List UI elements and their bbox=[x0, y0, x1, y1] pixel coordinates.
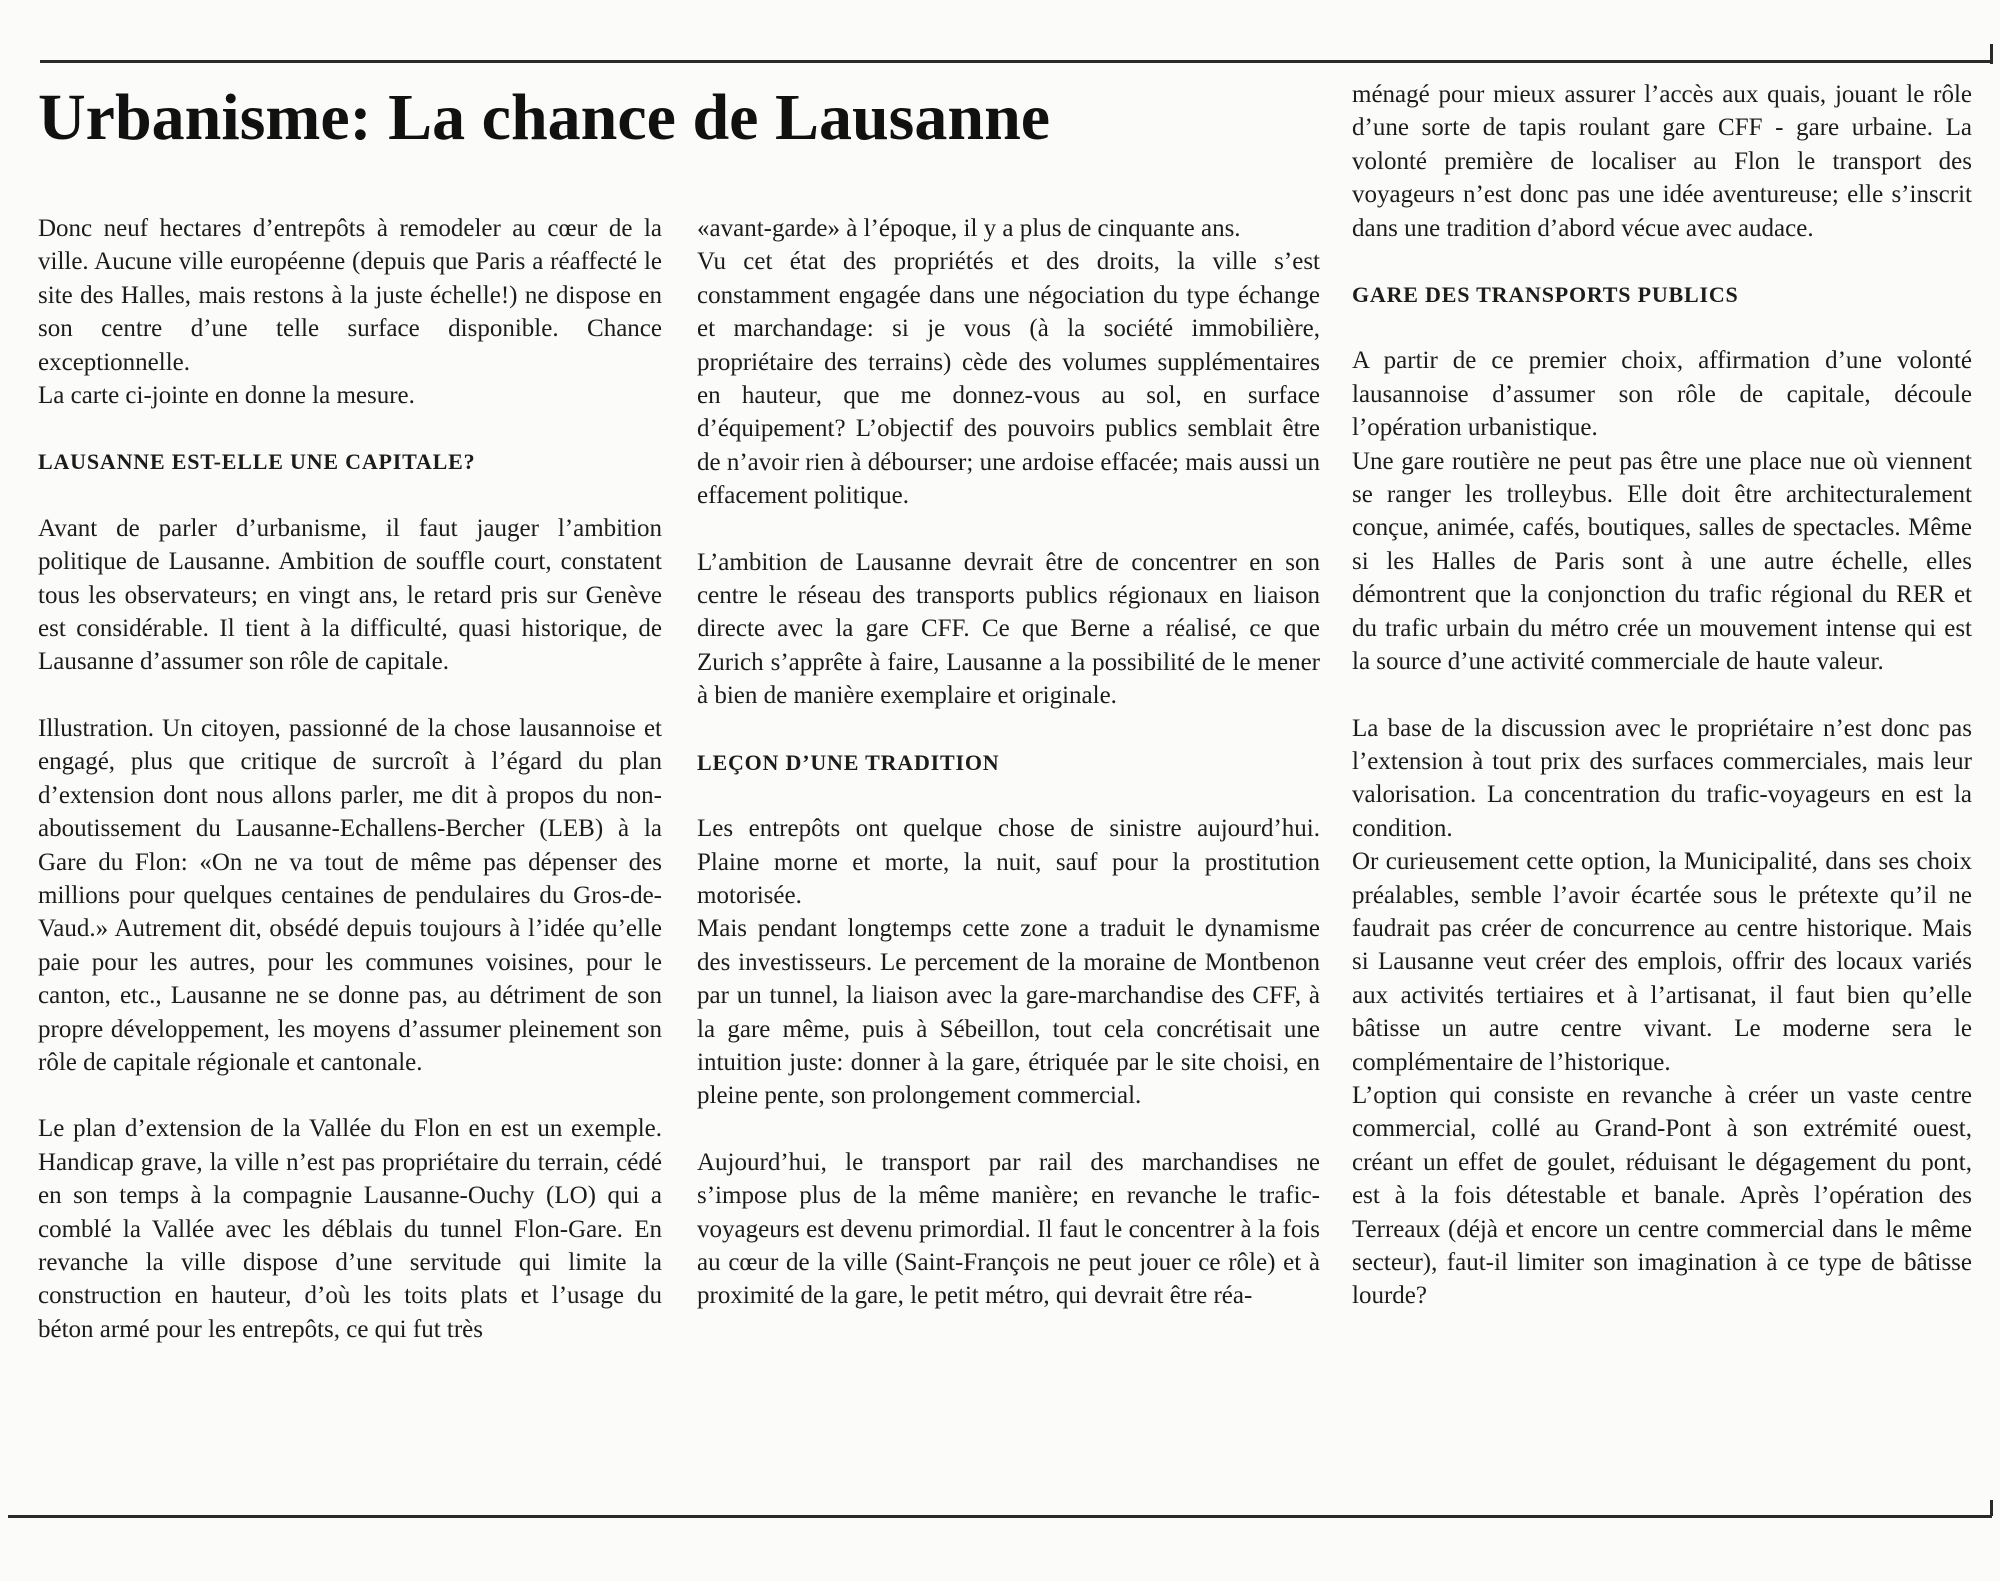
column-1 bbox=[38, 212, 662, 1346]
section-heading: LEÇON D’UNE TRADITION bbox=[697, 749, 1000, 775]
column-2 bbox=[697, 212, 1320, 1313]
paragraph: Le plan d’extension de la Vallée du Flon en est un exemple. Handicap grave, la ville n’est pas propriétaire du terrain, cédé en son temps à la compagnie Lausanne-Ouchy (LO) qui a comblé la Vallée avec les déblais du tunnel Flon-Gare. En revanche la ville dispose d’une servitude qui limite la construction en hauteur, d’où les toits plats et l’usage du béton armé pour les entrepôts, ce qui fut très bbox=[38, 1115, 662, 1343]
paragraph: A partir de ce premier choix, affirmation d’une volonté lausannoise d’assumer son rôle de capitale, découle l’opération urbanistique. bbox=[1352, 347, 1972, 442]
paragraph: Avant de parler d’urbanisme, il faut jauger l’ambition politique de Lausanne. Ambition de souffle court, constatent tous les observateurs; en vingt ans, le retard pris sur Genève est considérable. Il tient à la difficulté, quasi historique, de Lausanne d’assumer son rôle de capitale. bbox=[38, 514, 662, 676]
paragraph: Aujourd’hui, le transport par rail des marchandises ne s’impose plus de la même manière; en revanche le trafic-voyageurs est devenu primordial. Il faut le concentrer à la fois au cœur de la ville (Saint-François ne peut jouer ce rôle) et à proximité de la gare, le petit métro, qui devrait être réa- bbox=[697, 1148, 1320, 1310]
paragraph: Donc neuf hectares d’entrepôts à remodeler au cœur de la ville. Aucune ville européenne (depuis que Paris a réaffecté le site des Halles, mais restons à la juste échelle!) ne dispose en son centre d’une telle surface disponible. Chance exceptionnelle. bbox=[38, 215, 662, 376]
paragraph: La carte ci-jointe en donne la mesure. bbox=[38, 382, 415, 410]
section-heading: LAUSANNE EST-ELLE UNE CAPITALE? bbox=[38, 449, 476, 475]
paragraph: «avant-garde» à l’époque, il y a plus de cinquante ans. bbox=[697, 215, 1241, 242]
section-heading: GARE DES TRANSPORTS PUBLICS bbox=[1352, 282, 1739, 308]
paragraph: Mais pendant longtemps cette zone a traduit le dynamisme des investisseurs. Le percement de la moraine de Montbenon par un tunnel, la liaison avec la gare-marchandise des CFF, à la gare même, puis à Sébeillon, tout cela concrétisait une intuition juste: donner à la gare, étriquée par le site choisi, en pleine pente, son prolongement commercial. bbox=[697, 915, 1320, 1110]
paragraph: L’ambition de Lausanne devrait être de concentrer en son centre le réseau des transports publics régionaux en liaison directe avec la gare CFF. Ce que Berne a réalisé, ce que Zurich s’apprête à faire, Lausanne a la possibilité de le mener à bien de manière exemplaire et originale. bbox=[697, 548, 1320, 710]
article-title: Urbanisme: La chance de Lausanne bbox=[38, 81, 1051, 154]
paragraph: Les entrepôts ont quelque chose de sinistre aujourd’hui. Plaine morne et morte, la nuit, sauf pour la prostitution motorisée. bbox=[697, 815, 1320, 909]
paragraph: Vu cet état des propriétés et des droits, la ville s’est constamment engagée dans une négociation du type échange et marchandage: si je vous (à la société immobilière, propriétaire des terrains) cède des volumes supplémentaires en hauteur, que me donnez-vous au sol, en surface d’équipement? L’objectif des pouvoirs publics semblait être de n’avoir rien à débourser; une ardoise effacée; mais aussi un effacement politique. bbox=[697, 248, 1320, 510]
bottom-rule bbox=[8, 1515, 1992, 1518]
paragraph: L’option qui consiste en revanche à créer un vaste centre commercial, collé au Grand-Pont à son extrémité ouest, créant un effet de goulet, réduisant le dégagement du pont, est à la fois détestable et banale. Après l’opération des Terreaux (déjà et encore un centre commercial dans le même secteur), faut-il limiter son imagination à ce type de bâtisse lourde? bbox=[1352, 1081, 1972, 1310]
paragraph: Illustration. Un citoyen, passionné de la chose lausannoise et engagé, plus que critique de surcroît à l’égard du plan d’extension dont nous allons parler, me dit à propos du non-aboutissement du Lausanne-Echallens-Bercher (LEB) à la Gare du Flon: «On ne va tout de même pas dépenser des millions pour quelques centaines de pendulaires du Gros-de-Vaud.» Autrement dit, obsédé depuis toujours à l’idée qu’elle paie pour les autres, pour les communes voisines, pour le canton, etc., Lausanne ne se donne pas, au détriment de son propre développement, les moyens d’assumer pleinement son rôle de capitale régionale et cantonale. bbox=[38, 714, 662, 1076]
paragraph: La base de la discussion avec le propriétaire n’est donc pas l’extension à tout prix des surfaces commerciales, mais leur valorisation. La concentration du trafic-voyageurs en est la condition. bbox=[1352, 714, 1972, 842]
paragraph: ménagé pour mieux assurer l’accès aux quais, jouant le rôle d’une sorte de tapis roulant gare CFF - gare urbaine. La volonté première de localiser au Flon le transport des voyageurs n’est donc pas une idée aventureuse; elle s’inscrit dans une tradition d’abord vécue avec audace. bbox=[1352, 81, 1972, 242]
top-rule bbox=[40, 60, 1992, 63]
bottom-rule-end bbox=[1990, 1500, 1993, 1516]
paragraph: Or curieusement cette option, la Municipalité, dans ses choix préalables, semble l’avoir écartée sous le prétexte qu’il ne faudrait pas créer de concurrence au centre historique. Mais si Lausanne veut créer des emplois, offrir des locaux variés aux activités tertiaires et à l’artisanat, il faut bien qu’elle bâtisse un autre centre vivant. Le moderne sera le complémentaire de l’historique. bbox=[1352, 848, 1972, 1076]
top-rule-end bbox=[1990, 44, 1993, 64]
paragraph: Une gare routière ne peut pas être une place nue où viennent se ranger les trolleybus. Elle doit être architecturalement conçue, animée, cafés, boutiques, salles de spectacles. Même si les Halles de Paris sont à une autre échelle, elles démontrent que la conjonction du trafic régional du RER et du trafic urbain du métro crée un mouvement intense qui est la source d’une activité commerciale de haute valeur. bbox=[1352, 447, 1972, 676]
column-3 bbox=[1352, 78, 1972, 1313]
